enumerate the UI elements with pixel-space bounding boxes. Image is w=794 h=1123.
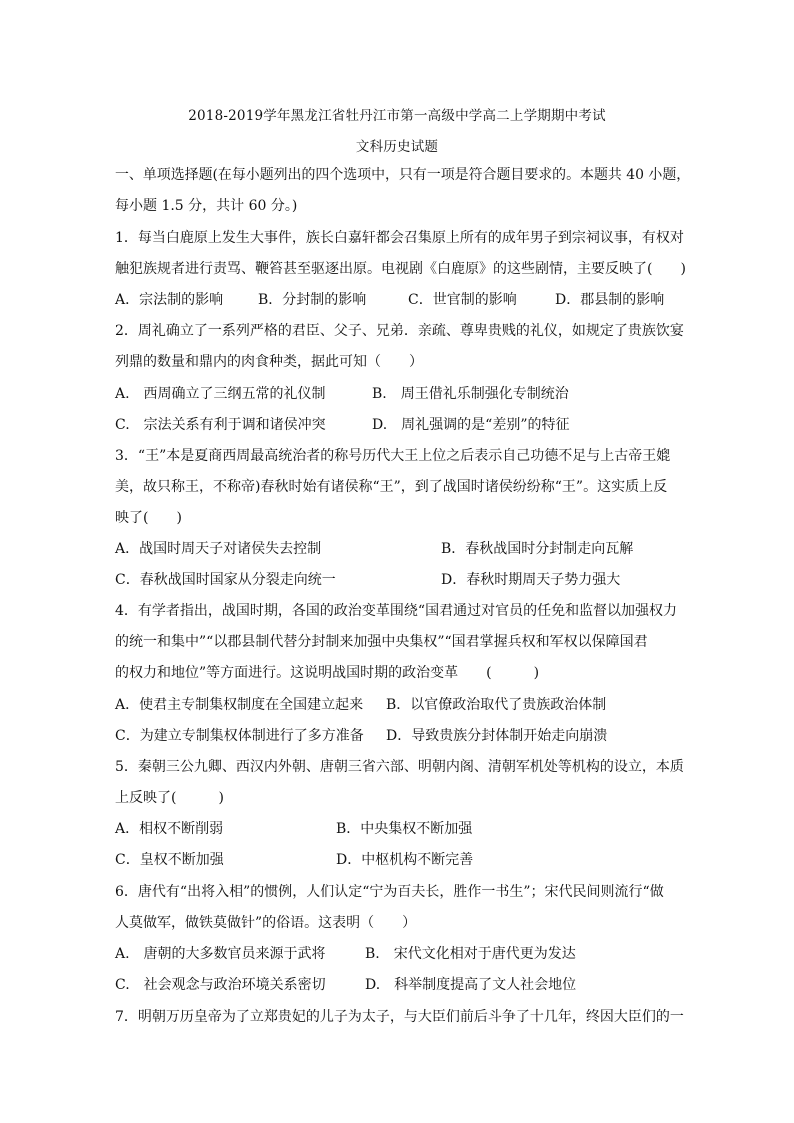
question-6-text: 6．唐代有“出将入相”的惯例，人们认定“宁为百夫长，胜作一书生”；宋代民间则流行“做: [115, 884, 664, 900]
question-2-option-d: D. 周礼强调的是“差别”的特征: [372, 417, 570, 433]
question-4-text: 的统一和集中”“以郡县制代替分封制来加强中央集权”“国君掌握兵权和军权以保障国君: [115, 634, 648, 650]
question-6-text: 人莫做军，做铁莫做针”的俗语。这表明（ ）: [115, 915, 417, 931]
question-3-option-d: D．春秋时期周天子势力强大: [441, 572, 621, 588]
question-6-option-b: B. 宋代文化相对于唐代更为发达: [365, 946, 576, 962]
question-7-text: 7．明朝万历皇帝为了立郑贵妃的儿子为太子，与大臣们前后斗争了十几年，终因大臣们的一: [115, 1009, 684, 1025]
question-5-text: 5．秦朝三公九卿、西汉内外朝、唐朝三省六部、明朝内阁、清朝军机处等机构的设立，本质: [115, 759, 684, 775]
question-5-option-c: C．皇权不断加强: [115, 852, 224, 868]
question-4-option-d: D．导致贵族分封体制开始走向崩溃: [386, 728, 608, 744]
question-3-option-b: B．春秋战国时分封制走向瓦解: [441, 541, 634, 557]
question-4-option-a: A．使君主专制集权制度在全国建立起来: [115, 697, 364, 713]
exam-title: 2018-2019学年黑龙江省牡丹江市第一高级中学高二上学期期中考试: [188, 108, 606, 124]
question-1-option-c: C．世官制的影响: [408, 292, 517, 308]
question-3-option-a: A．战国时周天子对诸侯失去控制: [115, 541, 322, 557]
question-5-option-d: D．中枢机构不断完善: [336, 852, 474, 868]
question-6-option-c: C. 社会观念与政治环境关系密切: [115, 977, 326, 993]
question-1-option-b: B．分封制的影响: [258, 292, 367, 308]
question-5-option-b: B．中央集权不断加强: [336, 821, 473, 837]
question-2-option-b: B. 周王借礼乐制强化专制统治: [372, 386, 569, 402]
question-3-text: 美，故只称王，不称帝)春秋时始有诸侯称“王”，到了战国时诸侯纷纷称“王”。这实质上反: [115, 479, 668, 495]
question-2-option-a: A. 西周确立了三纲五常的礼仪制: [115, 386, 326, 402]
question-4-option-b: B．以官僚政治取代了贵族政治体制: [386, 697, 607, 713]
question-6-option-d: D. 科举制度提高了文人社会地位: [365, 977, 577, 993]
question-4-text: 的权力和地位”等方面进行。这说明战国时期的政治变革 ( ): [115, 665, 540, 681]
question-1-option-d: D．郡县制的影响: [555, 292, 665, 308]
section-heading-line: 一、单项选择题(在每小题列出的四个选项中，只有一项是符合题目要求的。本题共 40 小题，: [115, 167, 691, 183]
question-5-text: 上反映了( ): [115, 790, 224, 806]
question-1-option-a: A．宗法制的影响: [115, 292, 224, 308]
question-3-text: 映了( ): [115, 510, 182, 526]
question-1-text: 1．每当白鹿原上发生大事件，族长白嘉轩都会召集原上所有的成年男子到宗祠议事，有权对: [115, 230, 684, 246]
question-4-text: 4．有学者指出，战国时期，各国的政治变革围绕“国君通过对官员的任免和监督以加强权力: [115, 603, 678, 619]
section-heading-line: 每小题 1.5 分，共计 60 分。): [115, 198, 298, 214]
question-3-option-c: C．春秋战国时国家从分裂走向统一: [115, 572, 336, 588]
question-2-text: 2．周礼确立了一系列严格的君臣、父子、兄弟．亲疏、尊卑贵贱的礼仪，如规定了贵族饮宴: [115, 323, 684, 339]
exam-subtitle: 文科历史试题: [355, 139, 439, 155]
question-5-option-a: A．相权不断削弱: [115, 821, 224, 837]
question-3-text: 3．“王”本是夏商西周最高统治者的称号历代大王上位之后表示自己功德不足与上古帝王媲: [115, 448, 671, 464]
question-2-option-c: C. 宗法关系有利于调和诸侯冲突: [115, 417, 326, 433]
question-2-text: 列鼎的数量和鼎内的肉食种类，据此可知（ ）: [115, 354, 423, 370]
question-4-option-c: C．为建立专制集权体制进行了多方准备: [115, 728, 364, 744]
question-1-text: 触犯族规者进行责骂、鞭笞甚至驱逐出原。电视剧《白鹿原》的这些剧情，主要反映了( ): [115, 261, 686, 277]
question-6-option-a: A. 唐朝的大多数官员来源于武将: [115, 946, 326, 962]
